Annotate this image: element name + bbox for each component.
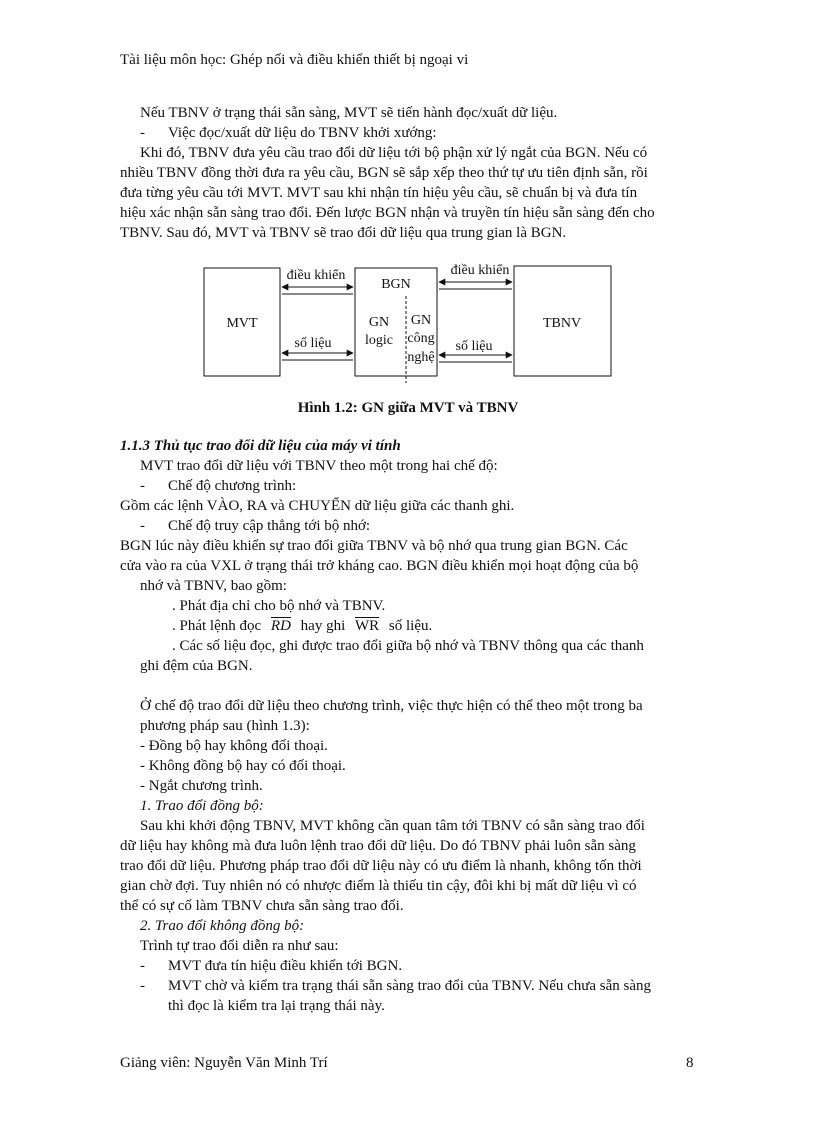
intro-paragraph-line: đưa từng yêu cầu tới MVT. MVT sau khi nhận tín hiệu yêu cầu, sẽ chuẩn bị và đưa tín: [120, 185, 638, 201]
bullet-dash: -: [140, 478, 145, 494]
gn-logic-label-2: logic: [365, 333, 393, 348]
section-intro: MVT trao đổi dữ liệu với TBNV theo một trong hai chế độ:: [140, 458, 498, 474]
program-mode-para-line: Ở chế độ trao đổi dữ liệu theo chương trình, việc thực hiện có thể theo một trong ba: [140, 698, 643, 714]
dma-item-command-mid: hay ghi: [300, 618, 346, 634]
async-heading: 2. Trao đổi không đồng bộ:: [140, 918, 305, 934]
mode-dma-desc-line: BGN lúc này điều khiển sự trao đổi giữa TBNV và bộ nhớ qua trung gian BGN. Các: [120, 538, 628, 554]
method-item: - Ngắt chương trình.: [140, 778, 263, 794]
mode-dma: Chế độ truy cập thẳng tới bộ nhớ:: [168, 518, 371, 534]
control-label-left: điều khiển: [286, 268, 346, 283]
control-label-right: điều khiển: [450, 263, 510, 278]
dma-item-address: . Phát địa chỉ cho bộ nhớ và TBNV.: [172, 598, 386, 614]
method-item: - Không đồng bộ hay có đối thoại.: [140, 758, 346, 774]
intro-paragraph-line: nhiều TBNV đồng thời đưa ra yêu cầu, BGN sẽ sắp xếp theo thứ tự ưu tiên định sẵn, rồi: [120, 165, 648, 181]
dma-item-transfer-line: ghi đệm của BGN.: [140, 658, 253, 674]
figure-interface-diagram: [195, 258, 625, 383]
tbnv-label: TBNV: [542, 316, 582, 331]
mode-program: Chế độ chương trình:: [168, 478, 297, 494]
dma-item-command-pre: . Phát lệnh đọc: [172, 618, 262, 634]
sync-para-line: thể có sự cố làm TBNV chưa sẵn sàng trao đổi.: [120, 898, 404, 914]
async-step: MVT đưa tín hiệu điều khiển tới BGN.: [168, 958, 403, 974]
intro-bullet: Việc đọc/xuất dữ liệu do TBNV khởi xướng:: [168, 125, 437, 141]
async-intro: Trình tự trao đổi diễn ra như sau:: [140, 938, 339, 954]
sync-para-line: gian chờ đợi. Tuy nhiên nó có nhược điểm là thiếu tin cậy, đôi khi bị mất dữ liệu vì có: [120, 878, 637, 894]
document-header-title: Tài liệu môn học: Ghép nối và điều khiển thiết bị ngoại vi: [120, 52, 469, 68]
async-step: MVT chờ và kiểm tra trạng thái sẵn sàng trao đổi của TBNV. Nếu chưa sẵn sàng: [168, 978, 652, 994]
mode-program-desc: Gồm các lệnh VÀO, RA và CHUYỂN dữ liệu giữa các thanh ghi.: [120, 498, 515, 514]
rd-signal: $\overline{RD}$: [270, 618, 291, 634]
data-label-left: số liệu: [294, 336, 332, 351]
footer-lecturer: Giảng viên: Nguyễn Văn Minh Trí: [120, 1055, 328, 1071]
async-step-cont: thì đọc là kiểm tra lại trạng thái này.: [168, 998, 385, 1014]
intro-paragraph-line: Khi đó, TBNV đưa yêu cầu trao đổi dữ liệu tới bộ phận xử lý ngắt của BGN. Nếu có: [140, 145, 648, 161]
mode-dma-desc-line: cửa vào ra của VXL ở trạng thái trở kháng cao. BGN điều khiển mọi hoạt động của bộ: [120, 558, 639, 574]
sync-para-line: Sau khi khởi động TBNV, MVT không cần quan tâm tới TBNV có sẵn sàng trao đổi: [140, 818, 645, 834]
data-label-right: số liệu: [455, 339, 493, 354]
bullet-dash: -: [140, 958, 145, 974]
mode-dma-desc-line: nhớ và TBNV, bao gồm:: [140, 578, 287, 594]
bgn-label: BGN: [381, 277, 411, 292]
gn-logic-label-1: GN: [368, 315, 390, 330]
intro-paragraph-line: TBNV. Sau đó, MVT và TBNV sẽ trao đổi dữ liệu qua trung gian là BGN.: [120, 225, 567, 241]
gn-tech-label-1: GN: [410, 313, 432, 328]
dma-item-transfer-line: . Các số liệu đọc, ghi được trao đổi giữa bộ nhớ và TBNV thông qua các thanh: [172, 638, 644, 654]
bullet-dash: -: [140, 518, 145, 534]
dma-item-command-post: số liệu.: [388, 618, 433, 634]
intro-paragraph-line: hiệu xác nhận sẵn sàng trao đổi. Đến lược BGN nhận và truyền tín hiệu sẵn sàng đến cho: [120, 205, 655, 221]
sync-para-line: dữ liệu hay không mà đưa luôn lệnh trao đổi dữ liệu. Do đó TBNV phải luôn sẵn sàng: [120, 838, 636, 854]
bullet-dash: -: [140, 978, 145, 994]
method-item: - Đồng bộ hay không đối thoại.: [140, 738, 328, 754]
page-number: 8: [686, 1055, 694, 1071]
bullet-dash: -: [140, 125, 145, 141]
wr-signal: $\overline{WR}$: [354, 618, 380, 634]
dma-item-command: [172, 616, 432, 636]
program-mode-para-line: phương pháp sau (hình 1.3):: [140, 718, 310, 734]
gn-tech-label-2: công: [407, 331, 435, 346]
figure-caption: Hình 1.2: GN giữa MVT và TBNV: [297, 400, 519, 416]
sync-heading: 1. Trao đổi đồng bộ:: [140, 798, 264, 814]
gn-tech-label-3: nghệ: [407, 350, 435, 365]
sync-para-line: trao đổi dữ liệu. Phương pháp trao đổi dữ liệu này có ưu điểm là nhanh, không tốn thời: [120, 858, 642, 874]
intro-line: Nếu TBNV ở trạng thái sẵn sàng, MVT sẽ tiến hành đọc/xuất dữ liệu.: [140, 105, 558, 121]
section-heading: 1.1.3 Thủ tục trao đổi dữ liệu của máy vi tính: [120, 438, 401, 454]
mvt-label: MVT: [226, 316, 258, 331]
